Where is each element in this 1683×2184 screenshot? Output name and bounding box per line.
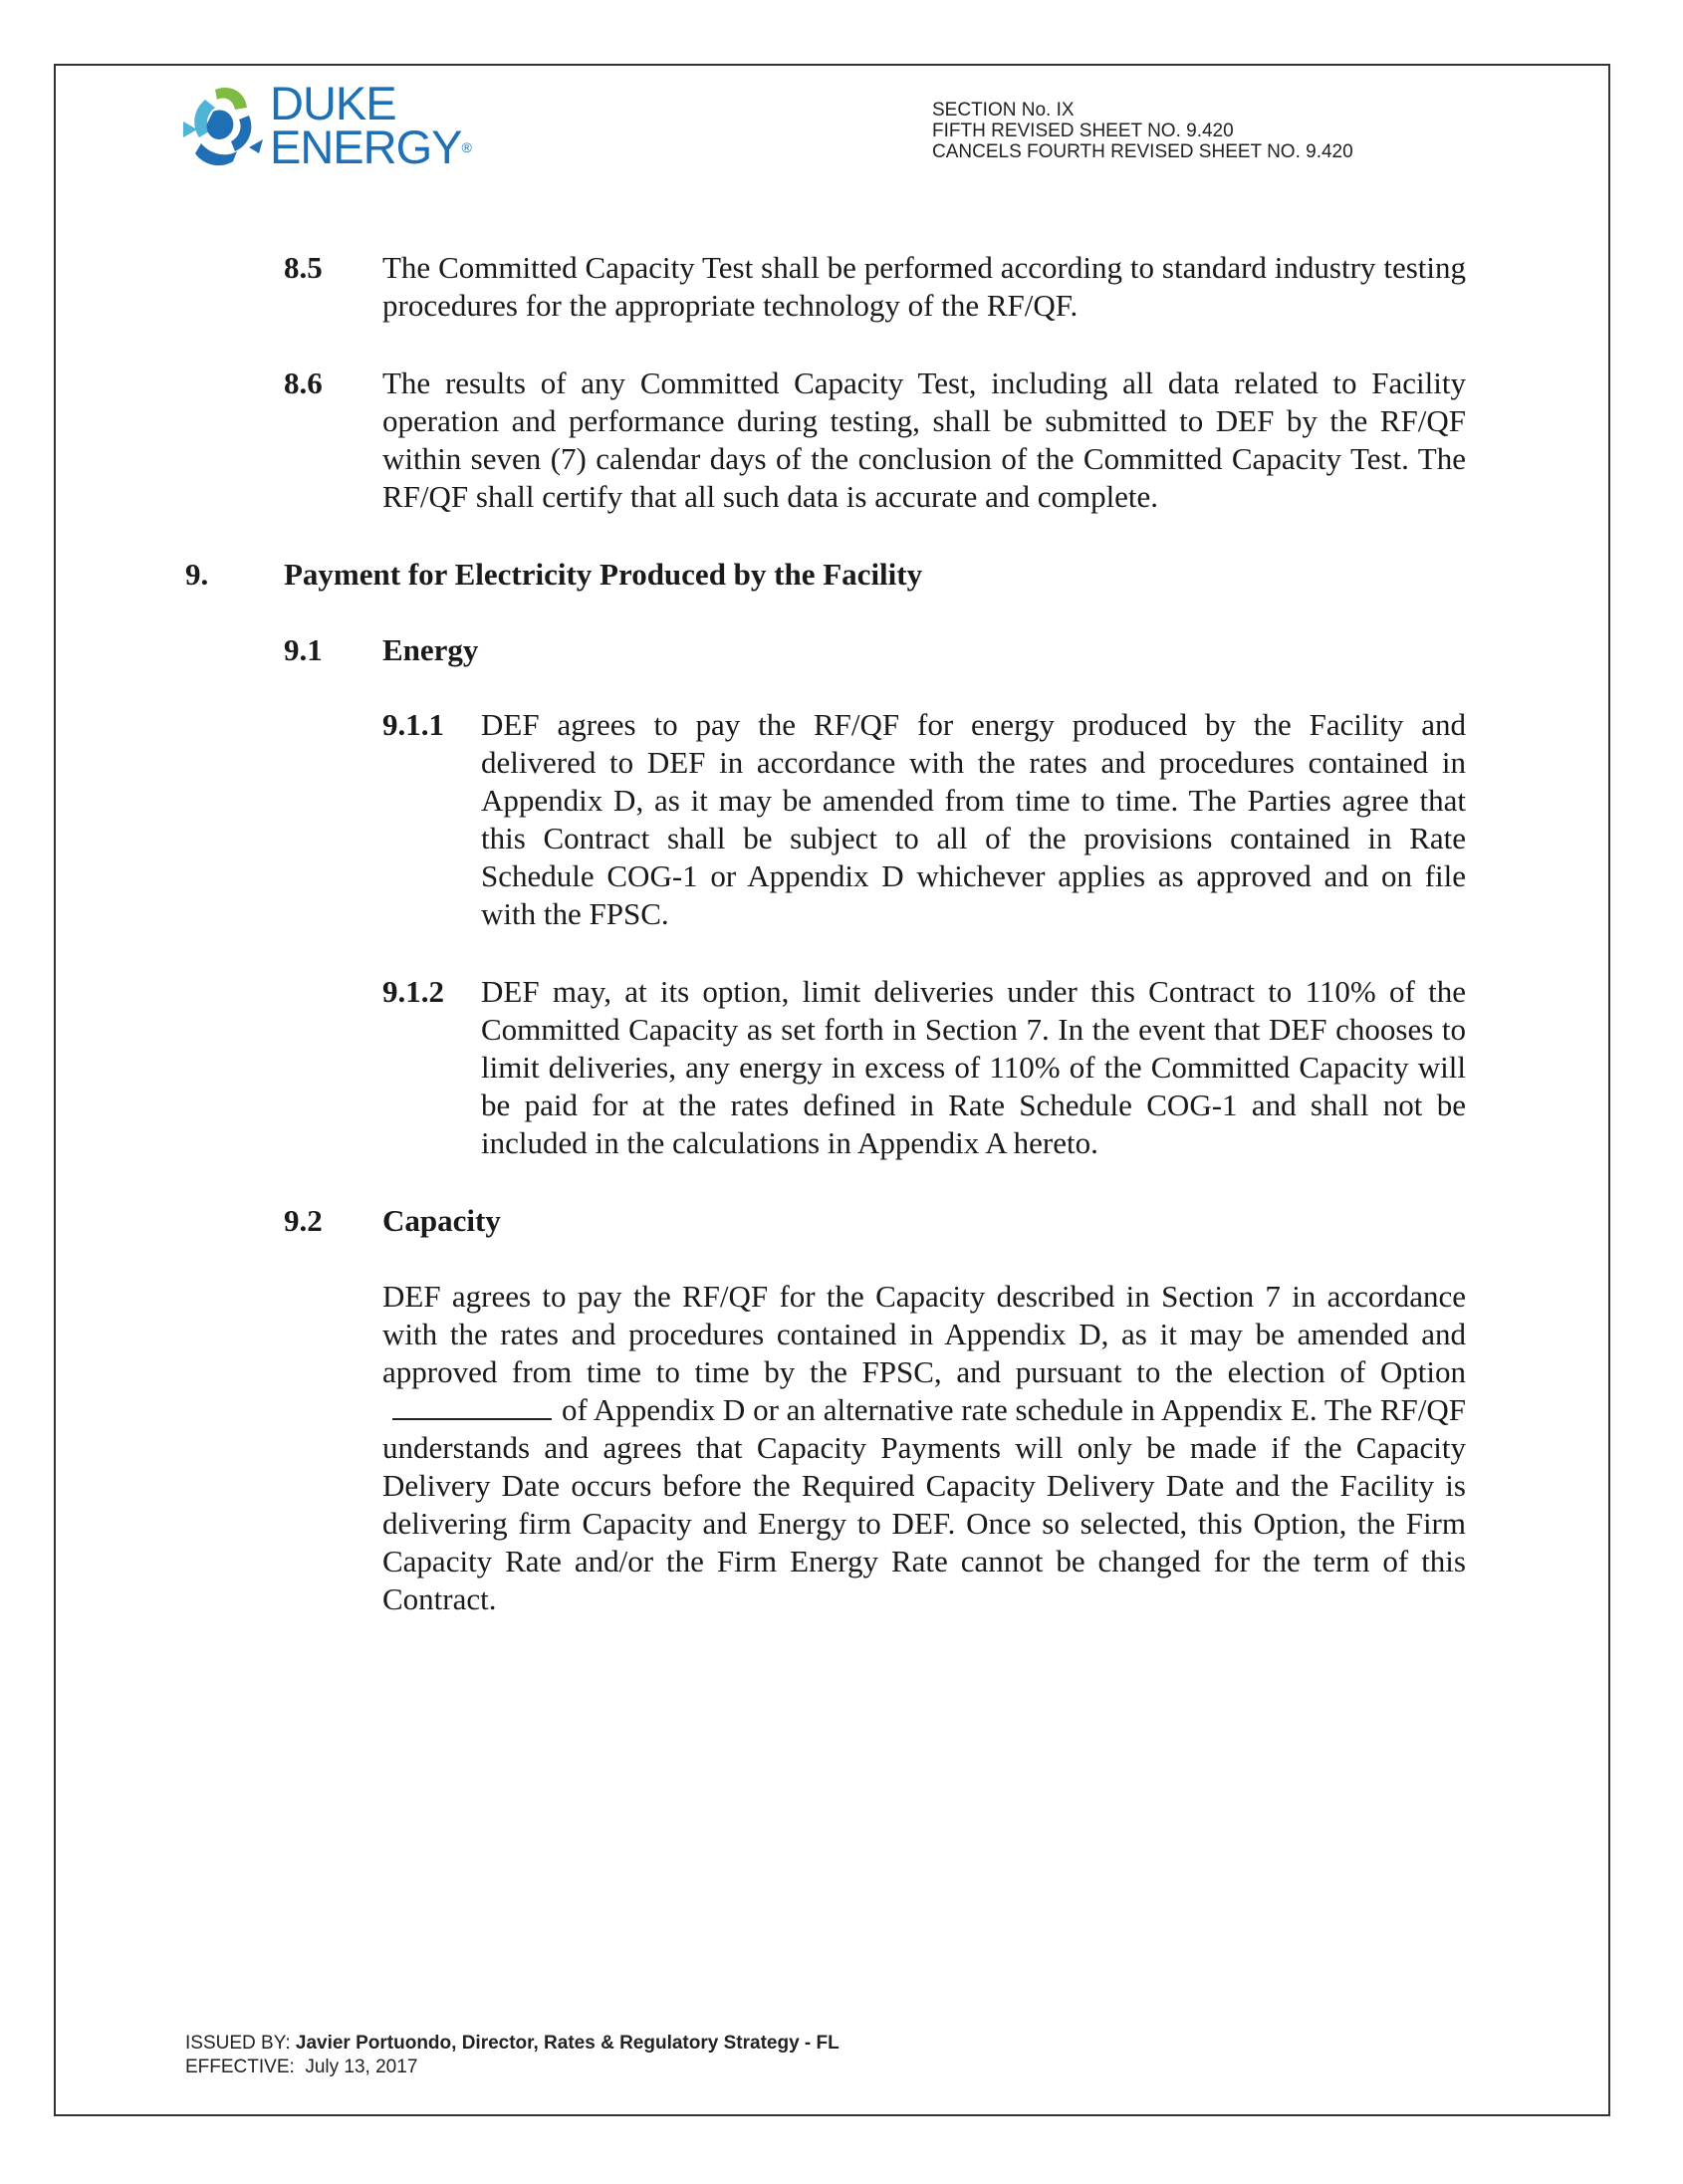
section-9-number: 9. xyxy=(185,557,209,592)
issued-by-value: Javier Portuondo, Director, Rates & Regulatory Strategy - FL xyxy=(295,2033,840,2054)
registered-mark: ® xyxy=(461,139,471,155)
section-9-2-text xyxy=(382,1278,1466,1618)
section-9-2-text-before: DEF agrees to pay the RF/QF for the Capacity described in Section 7 in accordance with the rates and procedures contained in Appendix D, as it may be amended and approved from time to time by the FPSC, and pursuant to the election of Option xyxy=(382,1279,1466,1389)
option-blank-line[interactable] xyxy=(392,1392,552,1420)
logo-wordmark xyxy=(270,77,471,173)
duke-energy-logo xyxy=(175,77,474,181)
section-9-1-2-text: DEF may, at its option, limit deliveries under this Contract to 110% of the Committed Capacity as set forth in Section 7. In the event that DEF chooses to limit deliveries, any energy in excess of 110% of the Committed Capacity will be paid for at the rates defined in Rate Schedule COG-1 and shall not be included in the calculations in Appendix A hereto. xyxy=(481,974,1466,1160)
section-8-5-text: The Committed Capacity Test shall be performed according to standard industry testing procedures for the appropriate technology of the RF/QF. xyxy=(382,250,1466,323)
section-9-title: Payment for Electricity Produced by the Facility xyxy=(284,557,923,592)
issued-by-label: ISSUED BY: xyxy=(185,2033,291,2054)
sheet-header xyxy=(932,100,1353,162)
revised-sheet: FIFTH REVISED SHEET NO. 9.420 xyxy=(932,121,1234,141)
duke-energy-logo-icon xyxy=(175,82,267,177)
cancels-sheet: CANCELS FOURTH REVISED SHEET NO. 9.420 xyxy=(932,141,1353,162)
effective-label: EFFECTIVE: xyxy=(185,2057,295,2077)
logo-line-duke: DUKE xyxy=(270,77,396,129)
section-8-5-number: 8.5 xyxy=(284,250,323,285)
section-9-2-title: Capacity xyxy=(382,1203,501,1238)
effective-line xyxy=(185,2056,840,2079)
section-9-1-title: Energy xyxy=(382,632,479,667)
section-8-6-number: 8.6 xyxy=(284,365,323,400)
section-9-1-1-text: DEF agrees to pay the RF/QF for energy produced by the Facility and delivered to DEF in accordance with the rates and procedures contained in Appendix D, as it may be amended from time to time. The Parties agree that this Contract shall be subject to all of the provisions contained in Rate Schedule COG-1 or Appendix D whichever applies as approved and on file with the FPSC. xyxy=(481,707,1466,931)
section-9-1-number: 9.1 xyxy=(284,632,323,667)
section-9-1-1-number: 9.1.1 xyxy=(382,707,444,742)
section-9-2-number: 9.2 xyxy=(284,1203,323,1238)
section-9-1-2-number: 9.1.2 xyxy=(382,974,444,1009)
issued-by-line xyxy=(185,2032,840,2056)
section-9-2-text-after: of Appendix D or an alternative rate schedule in Appendix E. The RF/QF understands and agrees that Capacity Payments will only be made if the Capacity Delivery Date occurs before the Required Capacity Delivery Date and the Facility is delivering firm Capacity and Energy to DEF. Once so selected, this Option, the Firm Capacity Rate and/or the Firm Energy Rate cannot be changed for the term of this Contract. xyxy=(382,1392,1466,1616)
effective-value: July 13, 2017 xyxy=(305,2057,418,2077)
section-8-6-text: The results of any Committed Capacity Test, including all data related to Facility operation and performance during testing, shall be submitted to DEF by the RF/QF within seven (7) calendar days of the conclusion of the Committed Capacity Test. The RF/QF shall certify that all such data is accurate and complete. xyxy=(382,365,1466,514)
logo-energy-text: ENERGY xyxy=(270,121,462,173)
footer xyxy=(185,2032,840,2079)
logo-line-energy xyxy=(270,121,471,173)
section-number: SECTION No. IX xyxy=(932,100,1075,121)
